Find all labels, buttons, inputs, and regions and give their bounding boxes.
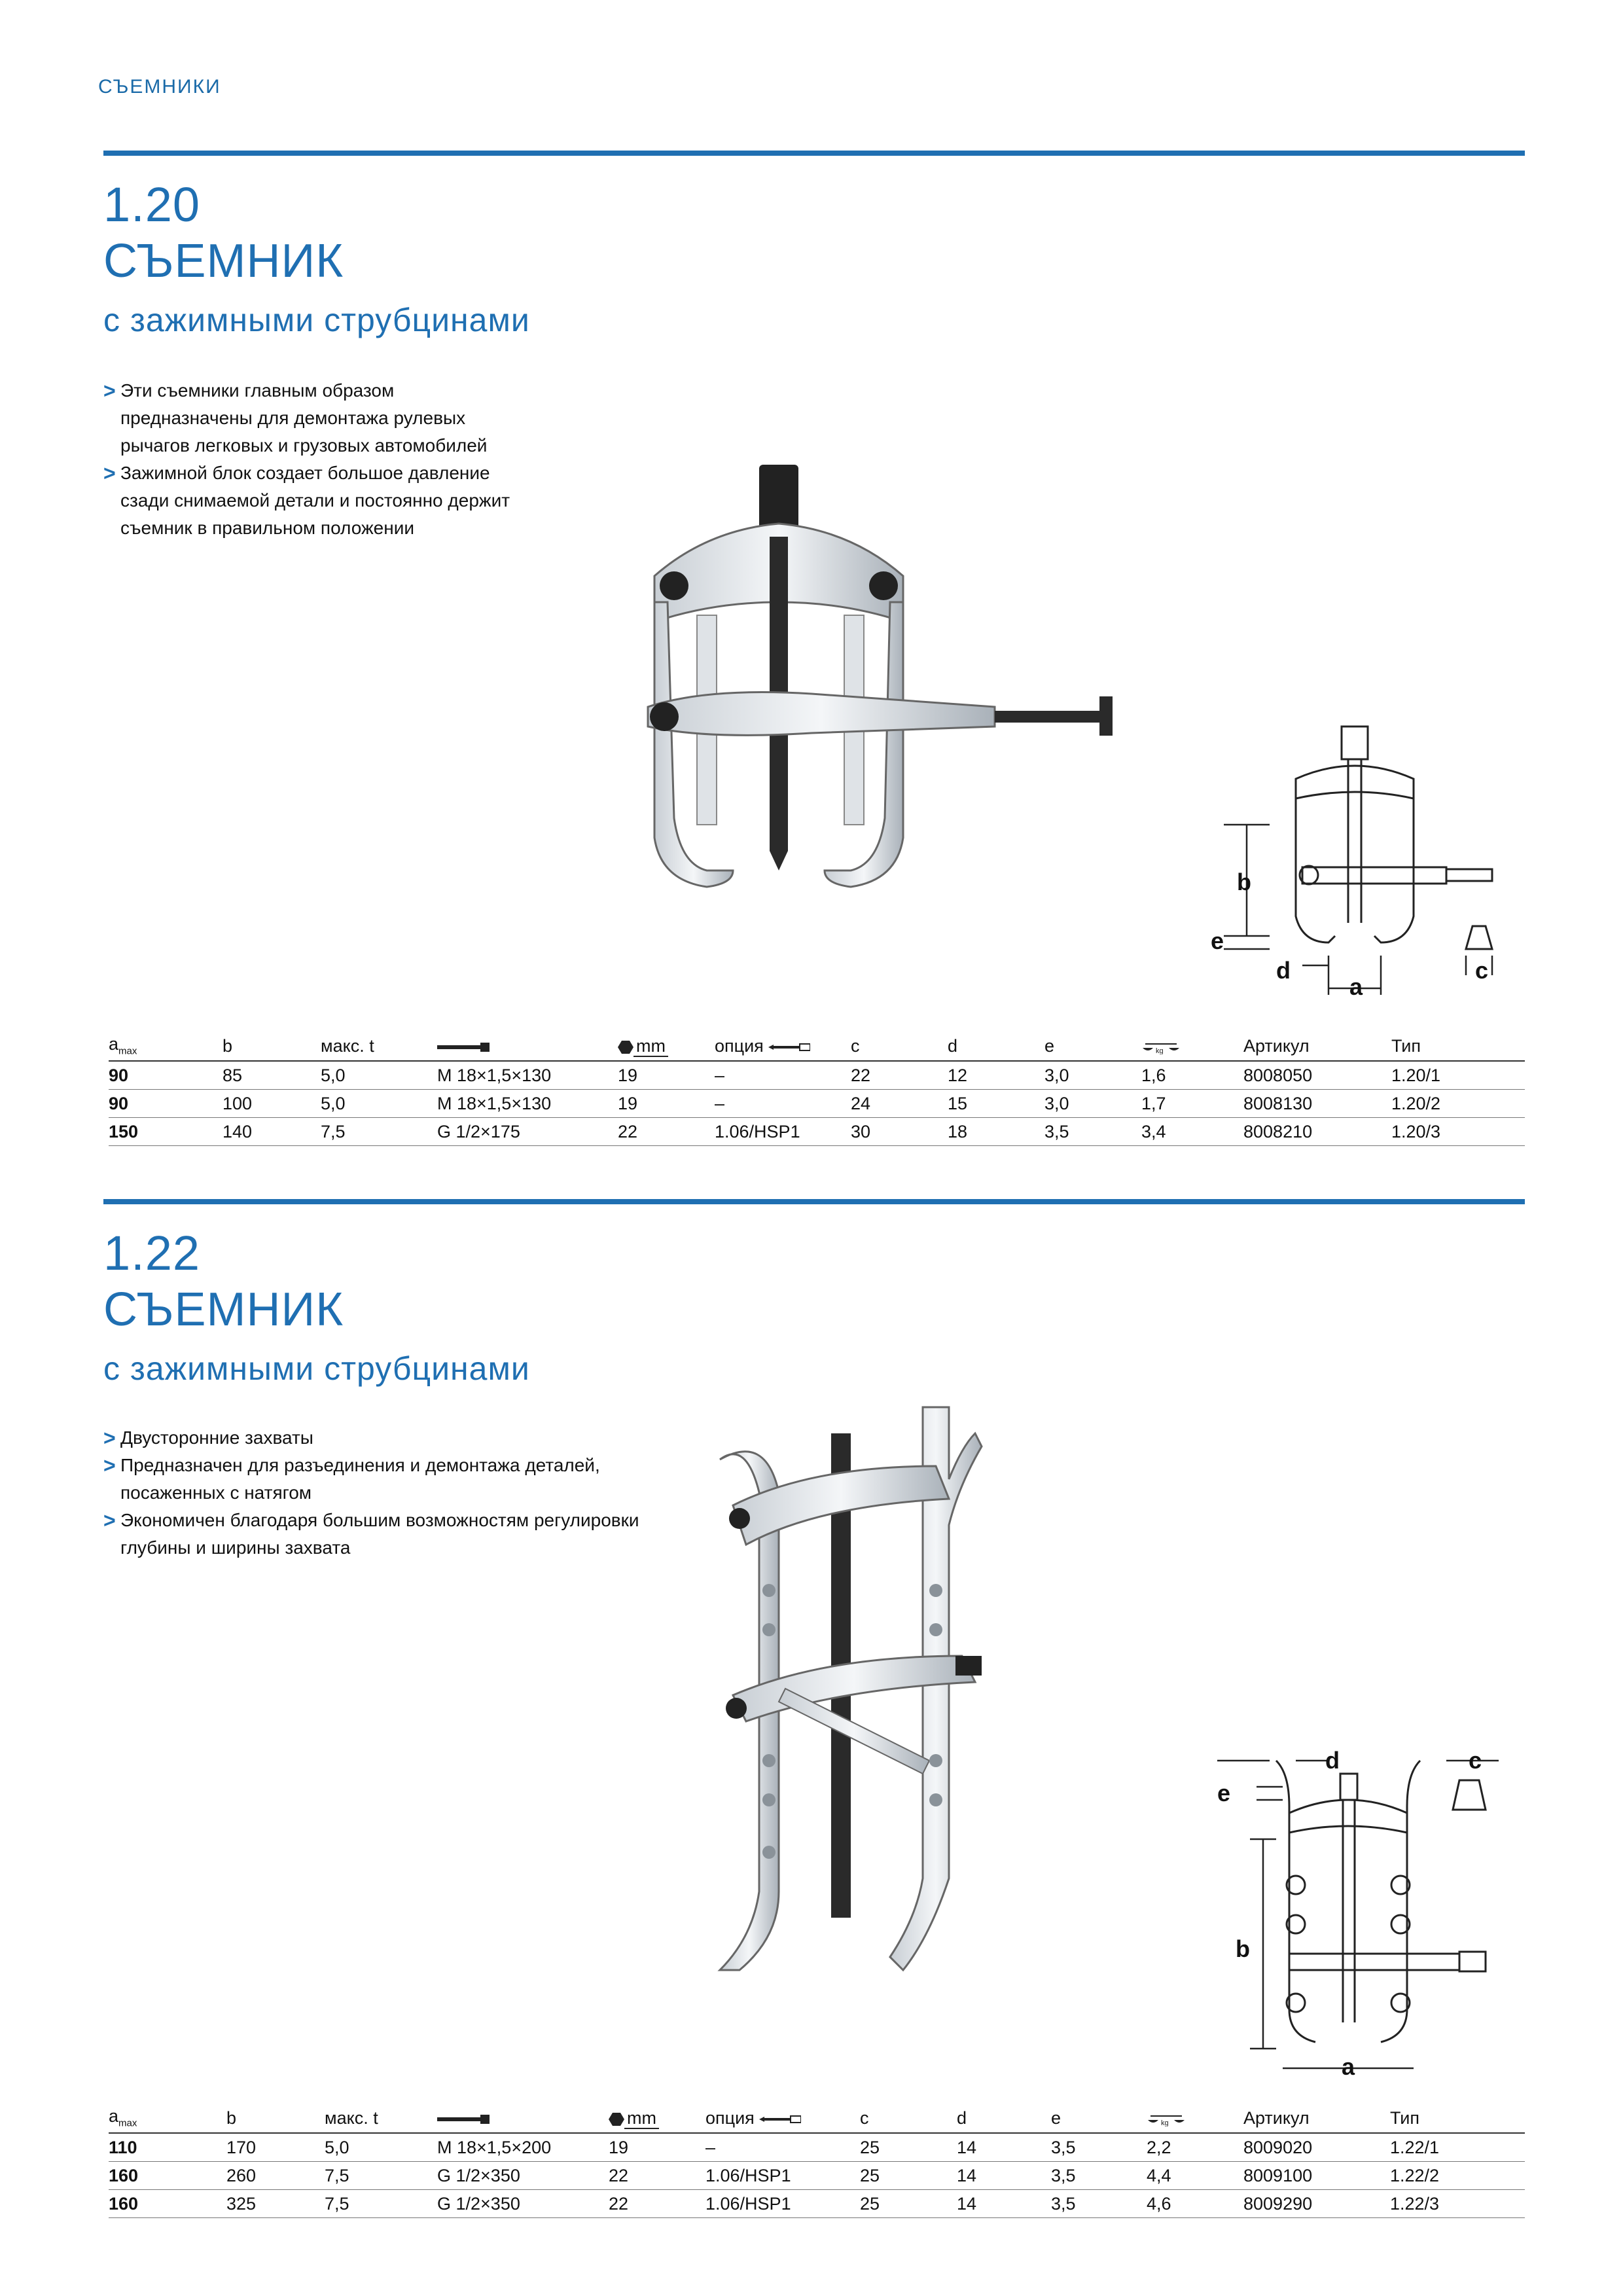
- cell: 1,6: [1141, 1061, 1243, 1090]
- dimension-d-label: d: [1276, 957, 1291, 984]
- cell: –: [715, 1061, 851, 1090]
- cell: 110: [109, 2133, 226, 2162]
- table-header-row: [109, 2106, 1525, 2133]
- cell: G 1/2×350: [437, 2190, 609, 2218]
- col-b: b: [226, 2106, 325, 2133]
- scale-icon: [1147, 2112, 1186, 2126]
- cell: 3,5: [1051, 2190, 1147, 2218]
- col-c: c: [851, 1034, 948, 1061]
- table-row: [109, 1061, 1525, 1090]
- dimension-c-label: c: [1469, 1747, 1482, 1774]
- feature-line: Экономичен благодаря большим возможностям регулировки: [120, 1510, 639, 1530]
- feature-line: рычагов легковых и грузовых автомобилей: [120, 435, 488, 456]
- table-header-row: [109, 1034, 1525, 1061]
- cell: 7,5: [325, 2190, 437, 2218]
- dimension-b-label: b: [1237, 869, 1251, 895]
- cell: M 18×1,5×130: [437, 1090, 618, 1118]
- cell: M 18×1,5×200: [437, 2133, 609, 2162]
- cell: 25: [860, 2162, 957, 2190]
- col-d: d: [957, 2106, 1051, 2133]
- cell: 2,2: [1147, 2133, 1243, 2162]
- cell: 30: [851, 1118, 948, 1146]
- col-article: Артикул: [1243, 2106, 1390, 2133]
- cell: 3,5: [1051, 2162, 1147, 2190]
- cell: 8009100: [1243, 2162, 1390, 2190]
- feature-line: съемник в правильном положении: [120, 518, 414, 538]
- cell: 5,0: [325, 2133, 437, 2162]
- cell: 12: [948, 1061, 1044, 1090]
- cell: 8008050: [1243, 1061, 1391, 1090]
- col-spindle: [437, 2106, 609, 2133]
- cell: 19: [618, 1090, 715, 1118]
- feature-line: Двусторонние захваты: [120, 1427, 313, 1448]
- col-max-t: макс. t: [321, 1034, 437, 1061]
- cell: 3,5: [1051, 2133, 1147, 2162]
- option-tool-icon: [768, 1043, 810, 1052]
- feature-line: Эти съемники главным образом: [120, 380, 395, 401]
- feature-line: глубины и ширины захвата: [120, 1537, 351, 1558]
- cell: 100: [223, 1090, 321, 1118]
- cell: 1.22/2: [1390, 2162, 1525, 2190]
- cell: 5,0: [321, 1090, 437, 1118]
- cell: 7,5: [325, 2162, 437, 2190]
- cell: 3,5: [1044, 1118, 1141, 1146]
- col-e: e: [1051, 2106, 1147, 2133]
- dimension-diagram: [1198, 1728, 1512, 2094]
- bullet-arrow-icon: >: [103, 461, 116, 485]
- cell: 19: [609, 2133, 705, 2162]
- dimension-d-label: d: [1325, 1747, 1340, 1774]
- cell: 3,0: [1044, 1061, 1141, 1090]
- feature-item: [103, 459, 510, 542]
- cell: 4,4: [1147, 2162, 1243, 2190]
- cell: –: [705, 2133, 860, 2162]
- col-type: Тип: [1391, 1034, 1525, 1061]
- product-number: 1.20: [103, 177, 201, 232]
- cell: 150: [109, 1118, 223, 1146]
- spindle-icon: [437, 1042, 490, 1052]
- hex-nut-icon: [609, 2112, 624, 2126]
- dimension-e-label: e: [1211, 927, 1224, 954]
- cell: 170: [226, 2133, 325, 2162]
- cell: 14: [957, 2162, 1051, 2190]
- feature-line: посаженных с натягом: [120, 1482, 312, 1503]
- col-d: d: [948, 1034, 1044, 1061]
- feature-item: [103, 377, 510, 459]
- cell: 18: [948, 1118, 1044, 1146]
- scale-icon: [1141, 1040, 1181, 1054]
- product-subtitle: с зажимными струбцинами: [103, 1350, 530, 1387]
- cell: 160: [109, 2190, 226, 2218]
- feature-item: [103, 1507, 639, 1562]
- puller-photo: [707, 1394, 1060, 1983]
- cell: 8009290: [1243, 2190, 1390, 2218]
- dimension-a-label: a: [1342, 2053, 1355, 2080]
- cell: 7,5: [321, 1118, 437, 1146]
- cell: M 18×1,5×130: [437, 1061, 618, 1090]
- cell: 325: [226, 2190, 325, 2218]
- product-subtitle: с зажимными струбцинами: [103, 302, 530, 338]
- table-row: [109, 1118, 1525, 1146]
- section-label: СЪЕМНИКИ: [98, 76, 221, 98]
- cell: 4,6: [1147, 2190, 1243, 2218]
- feature-item: [103, 1452, 639, 1507]
- col-option: опция: [705, 2106, 860, 2133]
- feature-line: Предназначен для разъединения и демонтажа деталей,: [120, 1455, 600, 1475]
- col-weight: [1141, 1034, 1243, 1061]
- cell: 22: [609, 2190, 705, 2218]
- table-row: [109, 2133, 1525, 2162]
- cell: 260: [226, 2162, 325, 2190]
- cell: 22: [851, 1061, 948, 1090]
- col-weight: [1147, 2106, 1243, 2133]
- bullet-arrow-icon: >: [103, 1454, 116, 1477]
- feature-line: сзади снимаемой детали и постоянно держит: [120, 490, 510, 511]
- cell: 140: [223, 1118, 321, 1146]
- bullet-arrow-icon: >: [103, 1426, 116, 1450]
- feature-list: [103, 377, 510, 542]
- cell: 22: [609, 2162, 705, 2190]
- table-row: [109, 2162, 1525, 2190]
- table-row: [109, 2190, 1525, 2218]
- cell: 1.06/HSP1: [705, 2190, 860, 2218]
- cell: 3,0: [1044, 1090, 1141, 1118]
- col-article: Артикул: [1243, 1034, 1391, 1061]
- cell: 25: [860, 2133, 957, 2162]
- col-b: b: [223, 1034, 321, 1061]
- dimension-a-label: a: [1349, 973, 1363, 1000]
- dimension-b-label: b: [1236, 1935, 1250, 1962]
- cell: 1.06/HSP1: [715, 1118, 851, 1146]
- cell: 1.20/1: [1391, 1061, 1525, 1090]
- cell: 1.06/HSP1: [705, 2162, 860, 2190]
- col-c: c: [860, 2106, 957, 2133]
- cell: G 1/2×175: [437, 1118, 618, 1146]
- cell: 8009020: [1243, 2133, 1390, 2162]
- puller-photo: [628, 452, 1113, 936]
- cell: 22: [618, 1118, 715, 1146]
- cell: 25: [860, 2190, 957, 2218]
- cell: 90: [109, 1061, 223, 1090]
- bullet-arrow-icon: >: [103, 1509, 116, 1532]
- cell: 15: [948, 1090, 1044, 1118]
- col-a-max: $a_{max}$: [109, 1034, 223, 1061]
- spindle-icon: [437, 2114, 490, 2125]
- cell: 1,7: [1141, 1090, 1243, 1118]
- col-type: Тип: [1390, 2106, 1525, 2133]
- col-hex-mm: mm: [618, 1034, 715, 1061]
- spec-table: [109, 2106, 1525, 2218]
- cell: 1.20/3: [1391, 1118, 1525, 1146]
- cell: 24: [851, 1090, 948, 1118]
- hex-nut-icon: [618, 1040, 633, 1054]
- product-title: СЪЕМНИК: [103, 1283, 344, 1336]
- cell: 160: [109, 2162, 226, 2190]
- top-rule: [103, 151, 1525, 156]
- svg-text:kg: kg: [1156, 1047, 1164, 1055]
- feature-item: [103, 1424, 639, 1452]
- col-max-t: макс. t: [325, 2106, 437, 2133]
- svg-text:kg: kg: [1161, 2119, 1169, 2127]
- cell: 85: [223, 1061, 321, 1090]
- col-option: опция: [715, 1034, 851, 1061]
- cell: 5,0: [321, 1061, 437, 1090]
- dimension-e-label: e: [1217, 1780, 1231, 1806]
- cell: 1.20/2: [1391, 1090, 1525, 1118]
- spec-table: [109, 1034, 1525, 1146]
- cell: 14: [957, 2190, 1051, 2218]
- col-a-max: $a_{max}$: [109, 2106, 226, 2133]
- cell: 14: [957, 2133, 1051, 2162]
- cell: G 1/2×350: [437, 2162, 609, 2190]
- feature-line: предназначены для демонтажа рулевых: [120, 408, 466, 428]
- cell: 8008210: [1243, 1118, 1391, 1146]
- cell: 19: [618, 1061, 715, 1090]
- cell: 1.22/3: [1390, 2190, 1525, 2218]
- product-title: СЪЕМНИК: [103, 235, 344, 287]
- col-e: e: [1044, 1034, 1141, 1061]
- feature-list: [103, 1424, 639, 1562]
- cell: 8008130: [1243, 1090, 1391, 1118]
- table-row: [109, 1090, 1525, 1118]
- cell: 90: [109, 1090, 223, 1118]
- bullet-arrow-icon: >: [103, 379, 116, 403]
- feature-line: Зажимной блок создает большое давление: [120, 463, 490, 483]
- product-number: 1.22: [103, 1226, 201, 1280]
- cell: 1.22/1: [1390, 2133, 1525, 2162]
- col-spindle: [437, 1034, 618, 1061]
- dimension-diagram: [1198, 720, 1499, 1001]
- col-hex-mm: mm: [609, 2106, 705, 2133]
- dimension-c-label: c: [1475, 957, 1489, 984]
- option-tool-icon: [759, 2115, 801, 2124]
- cell: 3,4: [1141, 1118, 1243, 1146]
- cell: –: [715, 1090, 851, 1118]
- section-rule: [103, 1199, 1525, 1204]
